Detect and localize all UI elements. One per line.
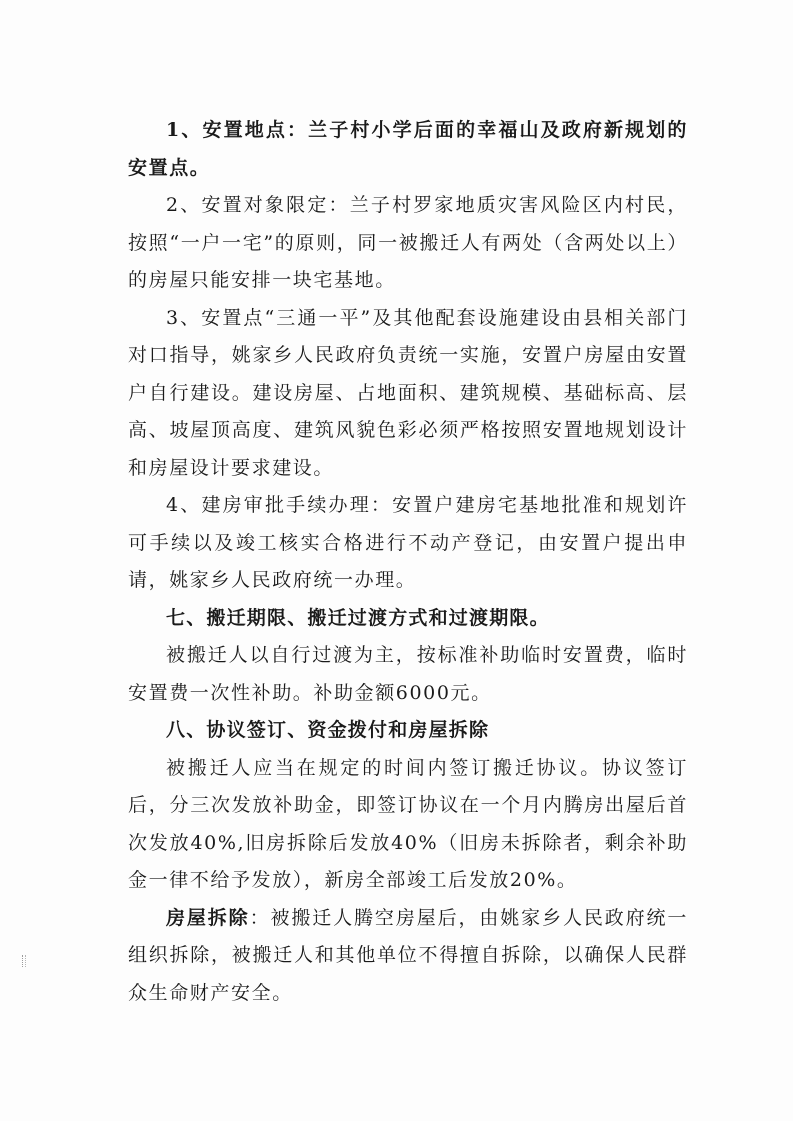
paragraph-approval-procedures: 4、建房审批手续办理：安置户建房宅基地批准和规划许可手续以及竣工核实合格进行不动产登记，由安置户提出申请，姚家乡人民政府统一办理。 xyxy=(128,494,688,591)
demolition-body-text: ：被搬迁人腾空房屋后，由姚家乡人民政府统一组织拆除，被搬迁人和其他单位不得擅自拆除，以确保人民群众生命财产安全。 xyxy=(128,906,688,1004)
paragraph-resettlement-location: 1、安置地点：兰子村小学后面的幸福山及政府新规划的安置点。 xyxy=(128,119,688,179)
paragraph-infrastructure: 3、安置点“三通一平”及其他配套设施建设由县相关部门对口指导，姚家乡人民政府负责统一实施，安置户房屋由安置户自行建设。建设房屋、占地面积、建筑规模、基础标高、层高、坡屋顶高度、建筑风貌色彩必须严格按照安置地规划设计和房屋设计要求建设。 xyxy=(128,306,688,479)
paragraph-agreement-funding: 被搬迁人应当在规定的时间内签订搬迁协议。协议签订后，分三次发放补助金，即签订协议在一个月内腾房出屋后首次发放40%,旧房拆除后发放40%（旧房未拆除者，剩余补助金一律不给予发放），新房全部竣工后发放20%。 xyxy=(128,756,688,891)
section-heading-eight: 八、协议签订、资金拨付和房屋拆除 xyxy=(166,719,490,741)
demolition-lead-label: 房屋拆除 xyxy=(166,906,250,929)
scan-artifact-mark xyxy=(22,955,26,967)
paragraph-resettlement-target: 2、安置对象限定：兰子村罗家地质灾害风险区内村民，按照“一户一宅”的原则，同一被搬迁人有两处（含两处以上）的房屋只能安排一块宅基地。 xyxy=(128,194,688,291)
document-body xyxy=(128,112,688,1012)
paragraph-house-demolition xyxy=(128,900,688,1013)
section-heading-seven: 七、搬迁期限、搬迁过渡方式和过渡期限。 xyxy=(166,606,550,629)
paragraph-transition: 被搬迁人以自行过渡为主，按标准补助临时安置费，临时安置费一次性补助。补助金额6000元。 xyxy=(128,644,688,704)
